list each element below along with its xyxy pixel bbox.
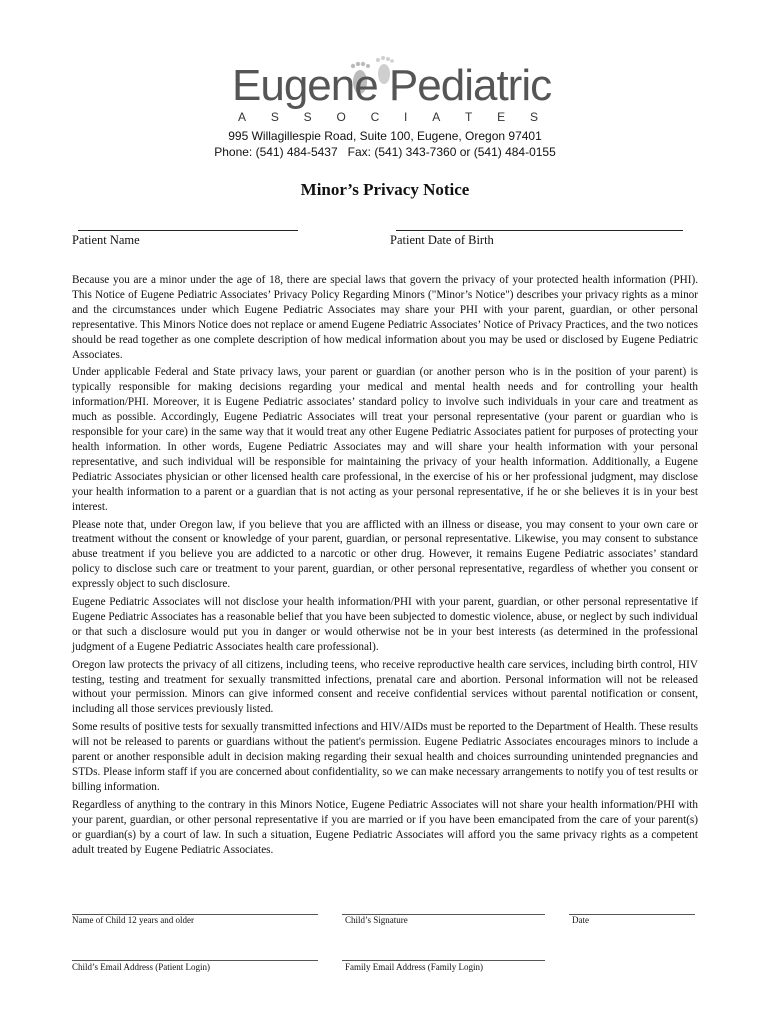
paragraph: Under applicable Federal and State privacy laws, your parent or guardian (or another person who is in the position of your parent) is typically responsible for making decisions regarding your medical and mental health needs and for controlling your health information/PHI. Moreover, it is Eugene Pediatric associates’ standard policy to involve such individuals in your care and treatment as much as possible. Accordingly, Eugene Pediatric Associates will treat your personal representative (your parent or guardian who is responsible for your care) in the same way that it would treat any other Eugene Pediatric Associates patient for purposes of protecting your health information. In other words, Eugene Pediatric Associates may and will share your health information with your personal representative, and such individual will be responsible for maintaining the privacy of your health information. Additionally, a Eugene Pediatric Associates physician or other licensed health care professional, in the exercise of his or her professional judgment, may disclose your health information to a parent or a guardian that is not acting as your personal representative, if he or she believes it is in your best interest. — [72, 366, 698, 513]
clinic-address: 995 Willagillespie Road, Suite 100, Eugene, Oregon 97401 — [228, 129, 542, 143]
child-email-field[interactable] — [72, 960, 318, 961]
child-signature-label: Child’s Signature — [345, 915, 408, 925]
child-name-label: Name of Child 12 years and older — [72, 915, 194, 925]
paragraph: Eugene Pediatric Associates will not disclose your health information/PHI with your parent, guardian, or other personal representative if Eugene Pediatric Associates has a reasonable belief that you have been subjected to domestic violence, abuse, or neglect by such individual or that such a disclosure would put you in danger or would otherwise not be in your best interests (as determined in the professional judgment of a Eugene Pediatric Associates health care professional). — [72, 596, 698, 653]
patient-name-field[interactable] — [78, 230, 298, 231]
paragraph: Oregon law protects the privacy of all citizens, including teens, who receive reproductive health care services, including birth control, HIV testing, testing and treatment for sexually transmitted infections, prenatal care and abortion. Personal information will not be released without your permission. Minors can give informed consent and receive confidential services without parental notification or consent, including all those services previously listed. — [72, 658, 698, 716]
paragraph: Some results of positive tests for sexually transmitted infections and HIV/AIDs must be reported to the Department of Health. These results will not be released to parents or guardians without the patient's permission. Eugene Pediatric Associates encourages minors to include a parent or another responsible adult in decision making regarding their sexual health and choices surrounding unintended pregnancies and STDs. Please inform staff if you are concerned about confidentiality, so we can make necessary arrangements to notify you of test results or billing information. — [72, 721, 698, 793]
page-title: Minor’s Privacy Notice — [300, 180, 470, 199]
patient-dob-field[interactable] — [396, 230, 683, 231]
child-email-label: Child’s Email Address (Patient Login) — [72, 962, 210, 972]
paragraph: Because you are a minor under the age of 18, there are special laws that govern the privacy of your protected health information (PHI). This Notice of Eugene Pediatric Associates’ Privacy Policy Regarding Minors ("Minor’s Notice") describes your privacy rights as a minor and the circumstances under which Eugene Pediatric Associates may share your PHI with your parent, guardian, or other personal representative. This Minors Notice does not replace or amend Eugene Pediatric Associates’ Notice of Privacy Practices, and the two notices should be read together as one complete description of how medical information about you may be used or disclosed by Eugene Pediatric Associates. — [72, 274, 698, 361]
paragraph: Regardless of anything to the contrary in this Minors Notice, Eugene Pediatric Associates will not share your health information/PHI with your parent, guardian, or other personal representative if you are married or if you have been emancipated from the care of your parent(s) or guardian(s) by a court of law. In such a situation, Eugene Pediatric Associates will afford you the same privacy rights as a competent adult treated by Eugene Pediatric Associates. — [72, 798, 698, 856]
logo-wordmark: Eugene Pediatric — [232, 61, 552, 110]
date-label: Date — [572, 915, 589, 925]
family-email-label: Family Email Address (Family Login) — [345, 962, 483, 972]
clinic-logo — [232, 60, 552, 128]
notice-body — [72, 273, 698, 860]
family-email-field[interactable] — [342, 960, 545, 961]
paragraph: Please note that, under Oregon law, if you believe that you are afflicted with an illness or disease, you may consent to your own care or treatment without the consent or knowledge of your parent, guardian, or personal representative. Likewise, you may consent to substance abuse treatment if you believe you are addicted to a narcotic or other drug. However, it remains Eugene Pediatric associates’ standard policy to disclose such care or treatment to your parent, guardian, or other personal representative, regardless of whether you consent or expressly object to such disclosure. — [72, 518, 698, 591]
clinic-phone: Phone: (541) 484-5437 Fax: (541) 343-7360 or (541) 484-0155 — [214, 145, 556, 159]
patient-name-label: Patient Name — [72, 233, 140, 247]
logo-associates: A S S O C I A T E S — [238, 110, 538, 124]
patient-dob-label: Patient Date of Birth — [390, 233, 494, 247]
